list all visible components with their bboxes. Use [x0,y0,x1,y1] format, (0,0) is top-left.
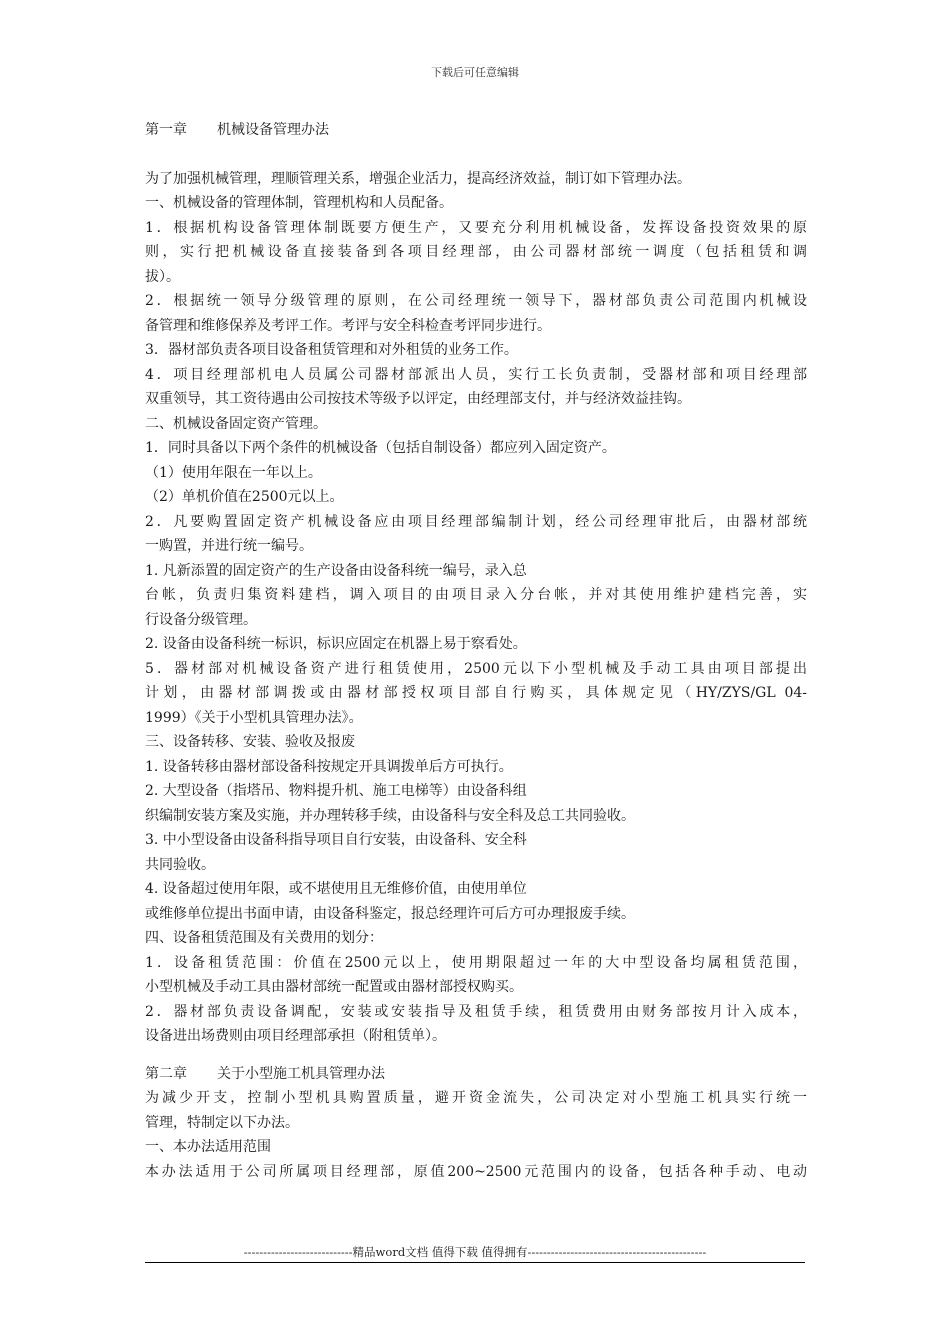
paragraph-line: 2. 设备由设备科统一标识，标识应固定在机器上易于察看处。 [145,636,527,652]
section-heading: 一、本办法适用范围 [145,1139,271,1155]
section-heading: 二、机械设备固定资产管理。 [145,415,327,432]
paragraph-line: 1．根据机构设备管理体制既要方便生产，又要充分利用机械设备，发挥设备投资效果的原 [145,219,807,236]
chapter-2-number: 第二章 [145,1065,187,1082]
paragraph-line: 台帐，负责归集资料建档，调入项目的由项目录入分台帐，并对其使用维护建档完善，实 [145,587,807,603]
paragraph-line: 共同验收。 [145,856,215,873]
paragraph-line: 1．同时具备以下两个条件的机械设备（包括自制设备）都应列入固定资产。 [145,440,616,456]
paragraph-line: 管理，特制定以下办法。 [145,1114,299,1131]
paragraph-line: 或维修单位提出书面申请，由设备科鉴定，报总经理许可后方可办理报废手续。 [145,905,635,922]
chapter-1-title: 机械设备管理办法 [217,122,329,138]
paragraph-line: 1. 凡新添置的固定资产的生产设备由设备科统一编号，录入总 [145,562,527,579]
paragraph-line: 计划，由器材部调拨或由器材部授权项目部自行购买，具体规定见（HY/ZYS/GL 04- [145,685,807,701]
paragraph-line: （2）单机价值在2500元以上。 [145,489,344,505]
chapter-2-title: 关于小型施工机具管理办法 [217,1065,385,1082]
page-footer-text: ----------------------------精品word文档 值得下载 值得拥有---------------------------------------------- [243,1245,707,1259]
paragraph-line: 为减少开支，控制小型机具购置质量，避开资金流失，公司决定对小型施工机具实行统一 [145,1090,807,1106]
paragraph-line: 4. 设备超过使用年限，或不堪使用且无维修价值，由使用单位 [145,881,527,897]
paragraph-line: 双重领导，其工资待遇由公司按技术等级予以评定，由经理部支付，并与经济效益挂钩。 [145,391,691,407]
section-heading: 四、设备租赁范围及有关费用的划分： [145,930,383,946]
paragraph-line: 3．器材部负责各项目设备租赁管理和对外租赁的业务工作。 [145,342,518,358]
paragraph-line: 设备进出场费则由项目经理部承担（附租赁单）。 [145,1028,446,1044]
paragraph-line: 行设备分级管理。 [145,611,257,628]
section-heading: 三、设备转移、安装、验收及报废 [145,734,355,750]
paragraph-line: 2．器材部负责设备调配，安装或安装指导及租赁手续，租赁费用由财务部按月计入成本， [145,1003,807,1020]
paragraph-line: 2．根据统一领导分级管理的原则，在公司经理统一领导下，器材部负责公司范围内机械设 [145,293,807,309]
paragraph-line: 织编制安装方案及实施，并办理转移手续，由设备科与安全科及总工共同验收。 [145,807,635,824]
paragraph-line: 为了加强机械管理，理顺管理关系，增强企业活力，提高经济效益，制订如下管理办法。 [145,170,691,187]
chapter-1-number: 第一章 [145,122,187,138]
paragraph-line: 备管理和维修保养及考评工作。考评与安全科检查考评同步进行。 [145,317,551,334]
document-body [145,118,807,1184]
footer-rule [145,1262,805,1263]
paragraph-line: 3. 中小型设备由设备科指导项目自行安装，由设备科、安全科 [145,832,527,848]
page-header-note: 下载后可任意编辑 [431,66,519,79]
paragraph-line: 2．凡要购置固定资产机械设备应由项目经理部编制计划，经公司经理审批后，由器材部统 [145,513,807,530]
paragraph-line: 1．设备租赁范围：价值在2500元以上，使用期限超过一年的大中型设备均属租赁范围， [145,954,807,971]
paragraph-line: 则，实行把机械设备直接装备到各项目经理部，由公司器材部统一调度（包括租赁和调 [145,244,807,260]
paragraph-line: 本办法适用于公司所属项目经理部，原值200~2500元范围内的设备，包括各种手动、电动 [145,1163,807,1180]
paragraph-line: 一购置，并进行统一编号。 [145,538,313,554]
section-heading: 一、机械设备的管理体制，管理机构和人员配备。 [145,195,453,211]
chapter-2-heading [145,1062,807,1087]
chapter-1-heading [145,118,807,143]
paragraph-line: 5．器材部对机械设备资产进行租赁使用，2500元以下小型机械及手动工具由项目部提出 [145,660,807,677]
paragraph-line: 2. 大型设备（指塔吊、物料提升机、施工电梯等）由设备科组 [145,783,527,799]
paragraph-line: （1）使用年限在一年以上。 [145,464,322,481]
paragraph-line: 1999）《关于小型机具管理办法》。 [145,709,363,726]
paragraph-line: 小型机械及手动工具由器材部统一配置或由器材部授权购买。 [145,979,523,995]
paragraph-line: 拔）。 [145,268,180,285]
paragraph-line: 1. 设备转移由器材部设备科按规定开具调拨单后方可执行。 [145,758,513,775]
paragraph-line: 4．项目经理部机电人员属公司器材部派出人员，实行工长负责制，受器材部和项目经理部 [145,366,807,383]
